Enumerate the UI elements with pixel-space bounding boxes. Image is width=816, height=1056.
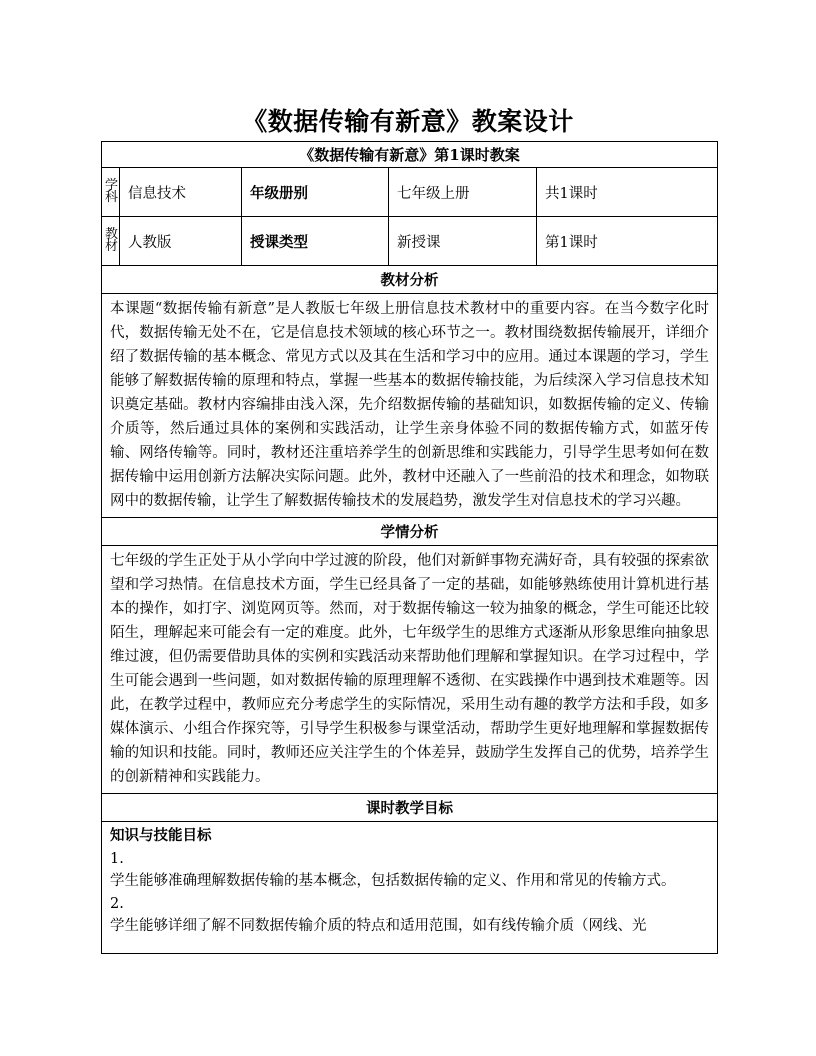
objectives-heading: 课时教学目标: [102, 794, 718, 822]
page-title: 《数据传输有新意》教案设计: [242, 107, 574, 136]
learner-analysis-heading: 学情分析: [102, 518, 718, 546]
subject-label-char-1: 学: [105, 178, 119, 193]
subject-label-cell: [102, 168, 120, 217]
subject-value: 信息技术: [120, 168, 242, 217]
knowledge-skills-heading: 知识与技能目标: [110, 827, 212, 844]
textbook-value: 人教版: [120, 217, 242, 266]
textbook-label-cell: [102, 217, 120, 266]
grade-label: 年级册别: [242, 168, 389, 217]
objective-1-number: 1.: [110, 850, 124, 867]
material-analysis-text: 本课题“数据传输有新意”是人教版七年级上册信息技术教材中的重要内容。在当今数字化时代，数据传输无处不在，它是信息技术领域的核心环节之一。教材围绕数据传输展开，详细介绍了数据传输的基本概念、常见方式以及其在生活和学习中的应用。通过本课题的学习，学生能够了解数据传输的原理和特点，掌握一些基本的数据传输技能，为后续深入学习信息技术知识奠定基础。教材内容编排由浅入深，先介绍数据传输的基础知识，如数据传输的定义、传输介质等，然后通过具体的案例和实践活动，让学生亲身体验不同的数据传输方式，如蓝牙传输、网络传输等。同时，教材还注重培养学生的创新思维和实践能力，引导学生思考如何在数据传输中运用创新方法解决实际问题。此外，教材中还融入了一些前沿的技术和理念，如物联网中的数据传输，让学生了解数据传输技术的发展趋势，激发学生对信息技术的学习兴趣。: [102, 294, 718, 518]
objective-2-number: 2.: [110, 895, 124, 912]
grade-value: 七年级上册: [389, 168, 537, 217]
lesson-type-value: 新授课: [389, 217, 537, 266]
objective-1-text: 学生能够准确理解数据传输的基本概念，包括数据传输的定义、作用和常见的传输方式。: [110, 873, 676, 889]
meta-row-textbook: [102, 217, 718, 266]
lesson-plan-table: [101, 141, 718, 954]
subject-label-char-2: 科: [105, 190, 119, 205]
learner-analysis-text: 七年级的学生正处于从小学向中学过渡的阶段，他们对新鲜事物充满好奇，具有较强的探索欲望和学习热情。在信息技术方面，学生已经具备了一定的基础，如能够熟练使用计算机进行基本的操作，如打字、浏览网页等。然而，对于数据传输这一较为抽象的概念，学生可能还比较陌生，理解起来可能会有一定的难度。此外，七年级学生的思维方式逐渐从形象思维向抽象思维过渡，但仍需要借助具体的实例和实践活动来帮助他们理解和掌握知识。在学习过程中，学生可能会遇到一些问题，如对数据传输的原理理解不透彻、在实践操作中遇到技术难题等。因此，在教学过程中，教师应充分考虑学生的实际情况，采用生动有趣的教学方法和手段，如多媒体演示、小组合作探究等，引导学生积极参与课堂活动，帮助学生更好地理解和掌握数据传输的知识和技能。同时，教师还应关注学生的个体差异，鼓励学生发挥自己的优势，培养学生的创新精神和实践能力。: [102, 546, 718, 794]
lesson-number: 第1课时: [537, 217, 718, 266]
material-analysis-heading: 教材分析: [102, 266, 718, 294]
objective-2-text: 学生能够详细了解不同数据传输介质的特点和适用范围，如有线传输介质（网线、光: [110, 918, 647, 934]
meta-row-subject: [102, 168, 718, 217]
total-hours: 共1课时: [537, 168, 718, 217]
lesson-type-label: 授课类型: [242, 217, 389, 266]
objectives-body: [102, 822, 718, 954]
textbook-label-char-2: 材: [105, 239, 119, 254]
textbook-label-char-1: 教: [105, 227, 119, 242]
table-caption: 《数据传输有新意》第1课时教案: [102, 142, 718, 168]
